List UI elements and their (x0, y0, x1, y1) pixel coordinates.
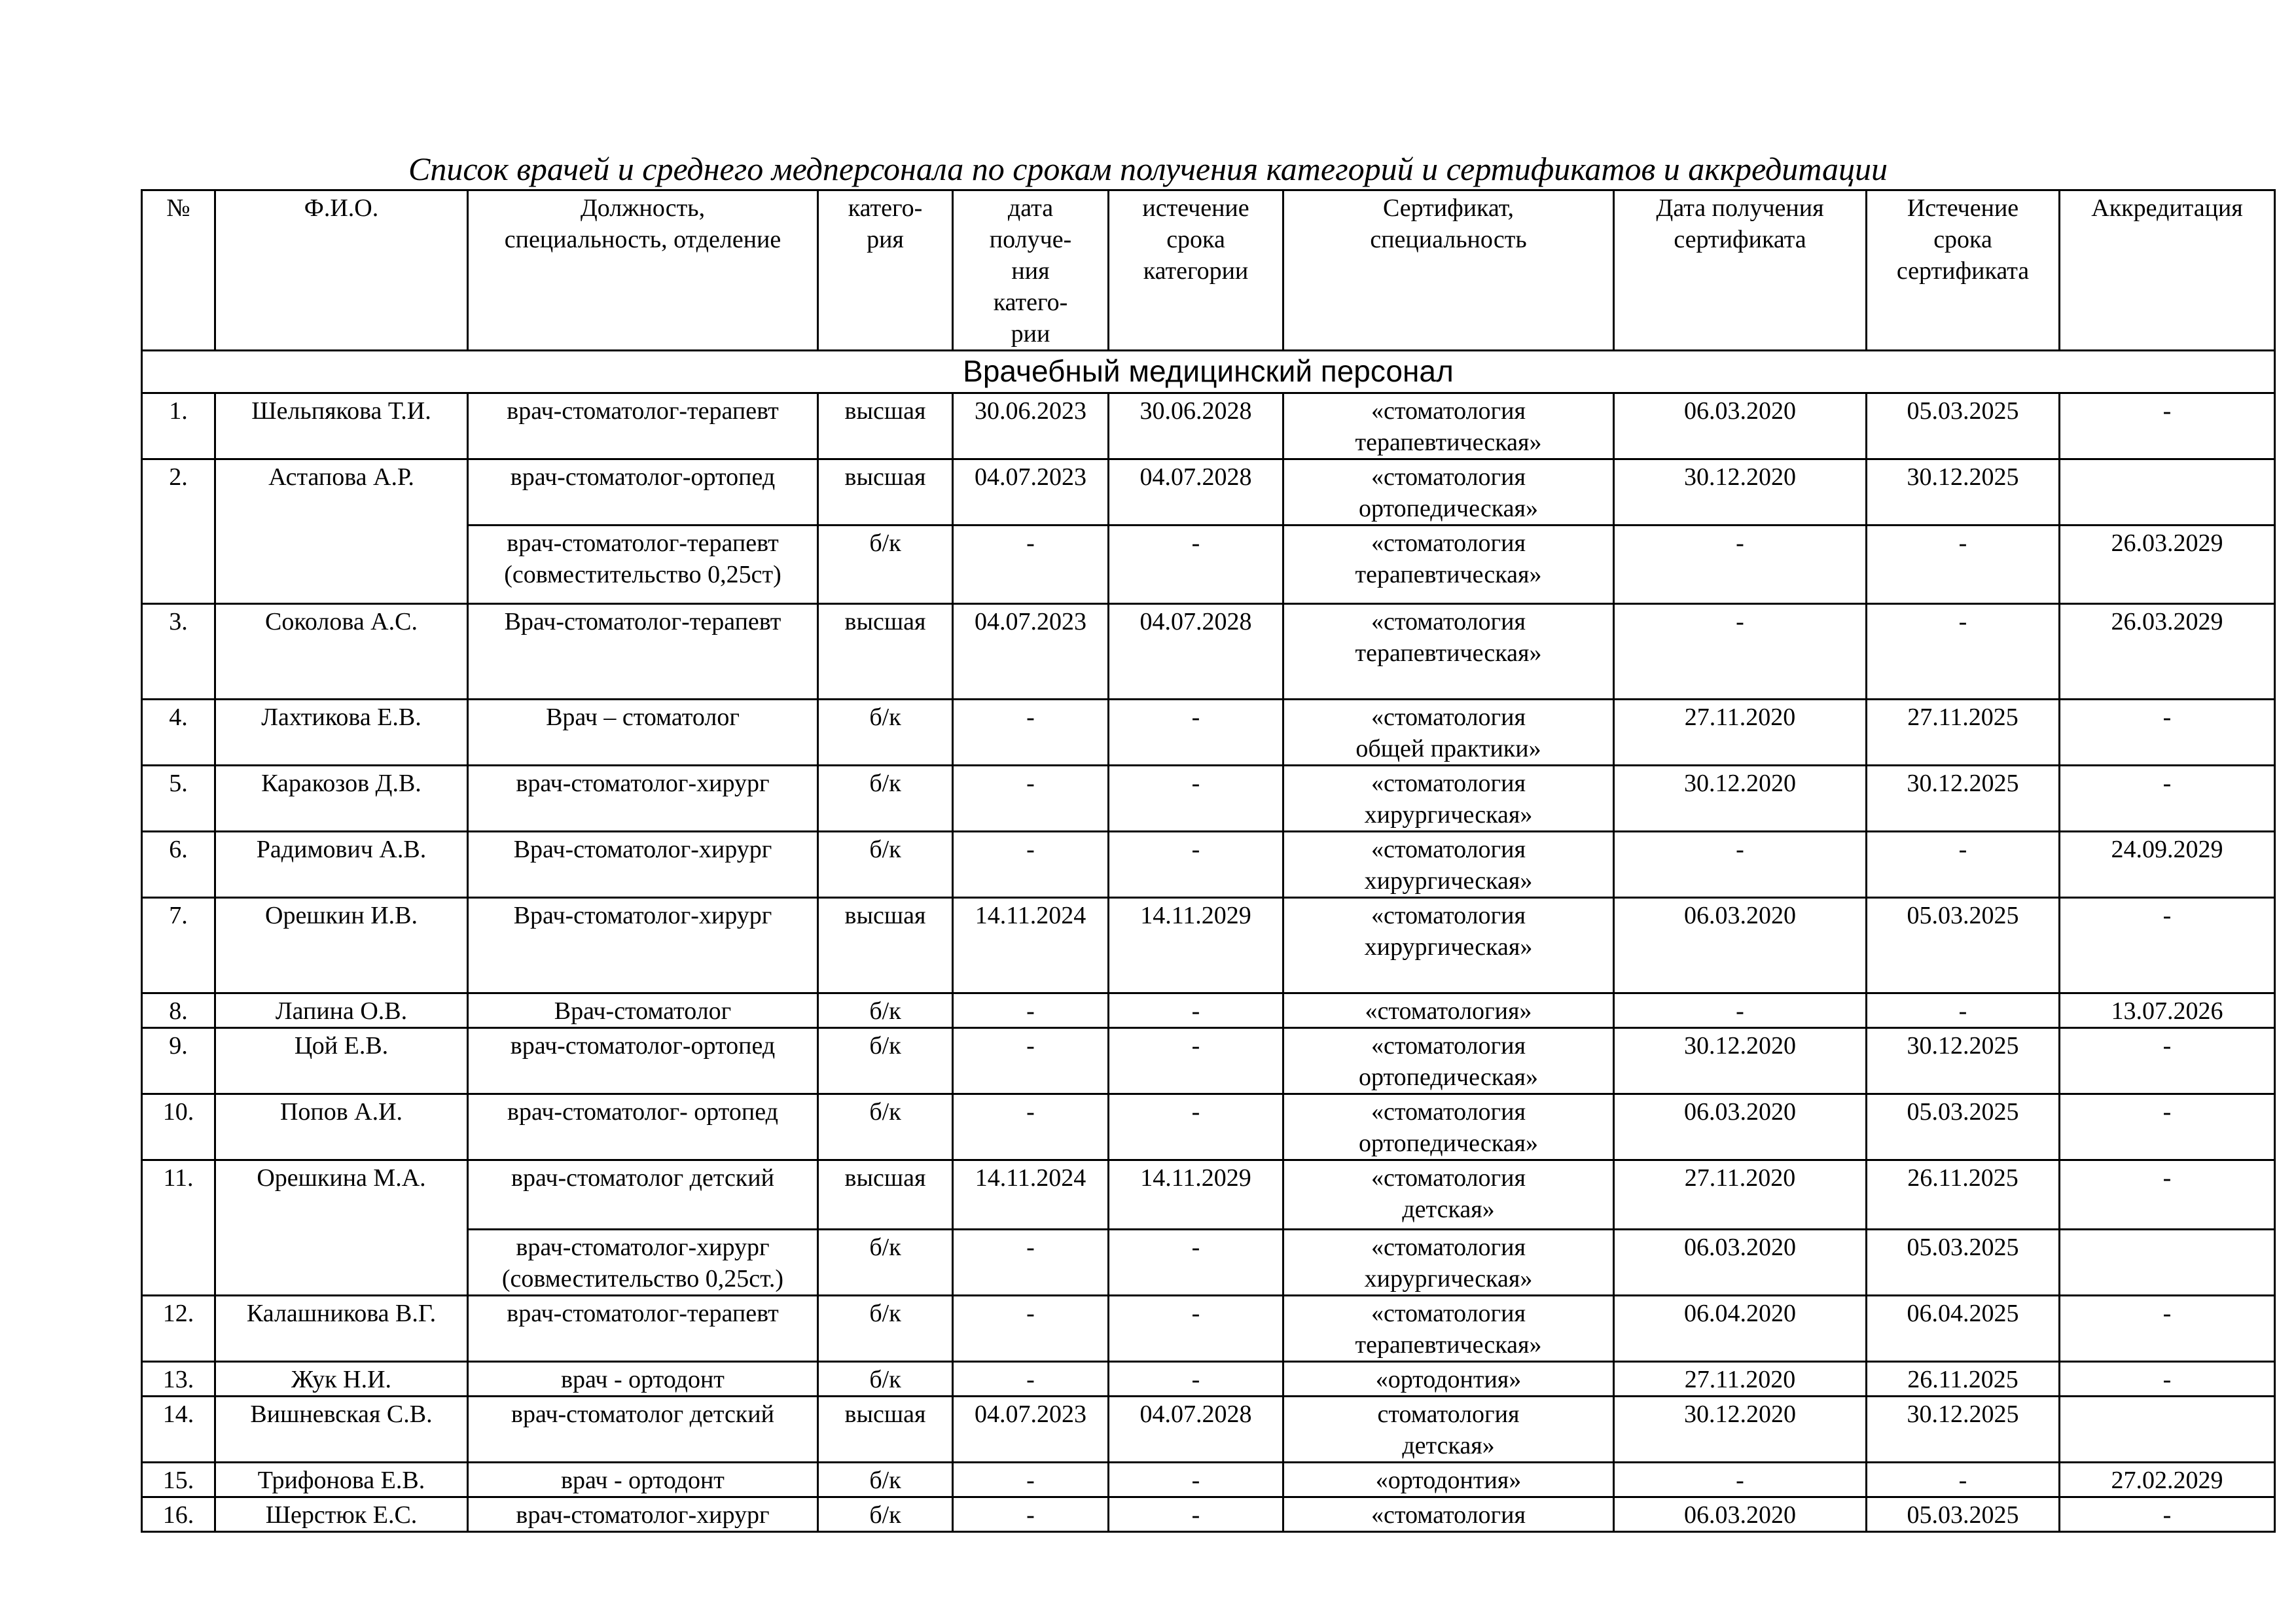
row-name: Астапова А.Р. (215, 459, 468, 604)
row-category: б/к (818, 1230, 953, 1296)
row-certificate-expiry: 05.03.2025 (1867, 1230, 2060, 1296)
row-number: 13. (142, 1362, 215, 1397)
row-certificate-date: 06.03.2020 (1614, 393, 1867, 459)
row-name: Лапина О.В. (215, 993, 468, 1028)
row-position: врач-стоматолог-ортопед (468, 1028, 818, 1094)
row-accreditation: - (2060, 898, 2275, 993)
row-number: 9. (142, 1028, 215, 1094)
table-row (142, 459, 2275, 526)
row-category: высшая (818, 1160, 953, 1230)
row-certificate-date: 06.04.2020 (1614, 1296, 1867, 1362)
row-certificate-date: 06.03.2020 (1614, 1230, 1867, 1296)
row-position: врач-стоматолог-терапевт (468, 1296, 818, 1362)
row-name: Жук Н.И. (215, 1362, 468, 1397)
row-certificate-expiry: 30.12.2025 (1867, 1397, 2060, 1463)
row-certificate-date: 06.03.2020 (1614, 1094, 1867, 1160)
row-number: 2. (142, 459, 215, 604)
row-certificate-date: 30.12.2020 (1614, 459, 1867, 526)
row-certificate-date: - (1614, 526, 1867, 604)
row-accreditation: 13.07.2026 (2060, 993, 2275, 1028)
table-row (142, 1028, 2275, 1094)
table-row (142, 898, 2275, 993)
row-name: Орешкин И.В. (215, 898, 468, 993)
row-category-expiry: - (1109, 526, 1283, 604)
row-certificate: «стоматология (1283, 1497, 1614, 1532)
row-accreditation: 27.02.2029 (2060, 1463, 2275, 1497)
row-accreditation: - (2060, 1028, 2275, 1094)
row-name: Соколова А.С. (215, 604, 468, 700)
row-category: б/к (818, 1463, 953, 1497)
row-number: 7. (142, 898, 215, 993)
row-certificate: «стоматология терапевтическая» (1283, 393, 1614, 459)
row-category: б/к (818, 1094, 953, 1160)
row-category-date: - (953, 1296, 1109, 1362)
row-number: 16. (142, 1497, 215, 1532)
row-certificate-date: 27.11.2020 (1614, 1362, 1867, 1397)
row-certificate: «стоматология терапевтическая» (1283, 1296, 1614, 1362)
table-row (142, 766, 2275, 832)
row-name: Шерстюк Е.С. (215, 1497, 468, 1532)
row-certificate: «стоматология хирургическая» (1283, 766, 1614, 832)
row-certificate: «стоматология хирургическая» (1283, 898, 1614, 993)
row-certificate-expiry: 05.03.2025 (1867, 393, 2060, 459)
row-certificate-expiry: 27.11.2025 (1867, 700, 2060, 766)
table-row (142, 700, 2275, 766)
row-certificate-expiry: - (1867, 1463, 2060, 1497)
row-accreditation (2060, 459, 2275, 526)
row-category-expiry: - (1109, 1362, 1283, 1397)
row-category-expiry: - (1109, 1497, 1283, 1532)
row-name: Каракозов Д.В. (215, 766, 468, 832)
row-category: б/к (818, 832, 953, 898)
column-header-category-expiry: истечение срока категории (1109, 190, 1283, 351)
table-row (142, 1463, 2275, 1497)
row-certificate-date: 06.03.2020 (1614, 1497, 1867, 1532)
column-header-certificate-expiry: Истечение срока сертификата (1867, 190, 2060, 351)
row-category: высшая (818, 1397, 953, 1463)
row-accreditation: - (2060, 1094, 2275, 1160)
row-position: Врач-стоматолог-хирург (468, 832, 818, 898)
row-number: 8. (142, 993, 215, 1028)
column-header-certificate: Сертификат, специальность (1283, 190, 1614, 351)
row-certificate: «ортодонтия» (1283, 1362, 1614, 1397)
column-header-category-date: дата получе- ния катего- рии (953, 190, 1109, 351)
row-position: врач-стоматолог детский (468, 1397, 818, 1463)
row-certificate-expiry: 30.12.2025 (1867, 459, 2060, 526)
header-row (142, 190, 2275, 351)
row-certificate-expiry: - (1867, 993, 2060, 1028)
table-row (142, 1397, 2275, 1463)
row-certificate: «ортодонтия» (1283, 1463, 1614, 1497)
row-category: б/к (818, 1497, 953, 1532)
staff-table (141, 189, 2276, 1533)
row-accreditation: - (2060, 700, 2275, 766)
row-number: 1. (142, 393, 215, 459)
row-certificate-expiry: 06.04.2025 (1867, 1296, 2060, 1362)
row-category-expiry: 04.07.2028 (1109, 459, 1283, 526)
row-category-expiry: - (1109, 832, 1283, 898)
row-certificate: «стоматология ортопедическая» (1283, 459, 1614, 526)
row-certificate-date: 30.12.2020 (1614, 1028, 1867, 1094)
row-category-date: - (953, 766, 1109, 832)
row-certificate-date: - (1614, 1463, 1867, 1497)
row-position: врач - ортодонт (468, 1362, 818, 1397)
row-name: Радимович А.В. (215, 832, 468, 898)
row-certificate: «стоматология детская» (1283, 1160, 1614, 1230)
row-category-expiry: 14.11.2029 (1109, 898, 1283, 993)
row-accreditation: - (2060, 1160, 2275, 1230)
row-number: 14. (142, 1397, 215, 1463)
row-category-expiry: - (1109, 1028, 1283, 1094)
row-certificate: «стоматология хирургическая» (1283, 832, 1614, 898)
row-certificate-date: 30.12.2020 (1614, 1397, 1867, 1463)
row-certificate: стоматология детская» (1283, 1397, 1614, 1463)
row-certificate-expiry: 05.03.2025 (1867, 1497, 2060, 1532)
row-certificate: «стоматология ортопедическая» (1283, 1094, 1614, 1160)
row-certificate-date: - (1614, 993, 1867, 1028)
row-category-expiry: - (1109, 700, 1283, 766)
row-position: врач-стоматолог-ортопед (468, 459, 818, 526)
row-category-date: - (953, 993, 1109, 1028)
table-row (142, 832, 2275, 898)
row-number: 11. (142, 1160, 215, 1296)
row-number: 4. (142, 700, 215, 766)
row-certificate-expiry: 30.12.2025 (1867, 1028, 2060, 1094)
row-name: Цой Е.В. (215, 1028, 468, 1094)
row-number: 12. (142, 1296, 215, 1362)
row-accreditation: 24.09.2029 (2060, 832, 2275, 898)
row-certificate-expiry: 26.11.2025 (1867, 1160, 2060, 1230)
row-number: 10. (142, 1094, 215, 1160)
row-category: б/к (818, 1362, 953, 1397)
page-title: Список врачей и среднего медперсонала по срокам получения категорий и сертификатов и аккредитации (408, 151, 1888, 187)
row-certificate-date: 06.03.2020 (1614, 898, 1867, 993)
row-category: б/к (818, 766, 953, 832)
row-name: Вишневская С.В. (215, 1397, 468, 1463)
row-certificate: «стоматология терапевтическая» (1283, 526, 1614, 604)
row-position: врач-стоматолог детский (468, 1160, 818, 1230)
row-category-date: - (953, 1028, 1109, 1094)
table-body (142, 351, 2275, 1532)
row-category-date: - (953, 1230, 1109, 1296)
row-accreditation: 26.03.2029 (2060, 526, 2275, 604)
table-row (142, 1497, 2275, 1532)
row-category-expiry: - (1109, 766, 1283, 832)
row-category-expiry: - (1109, 1230, 1283, 1296)
row-certificate-expiry: 05.03.2025 (1867, 1094, 2060, 1160)
row-accreditation (2060, 1230, 2275, 1296)
row-category-date: 04.07.2023 (953, 459, 1109, 526)
row-certificate-date: 27.11.2020 (1614, 700, 1867, 766)
row-name: Трифонова Е.В. (215, 1463, 468, 1497)
row-category-date: 04.07.2023 (953, 604, 1109, 700)
row-number: 15. (142, 1463, 215, 1497)
row-name: Лахтикова Е.В. (215, 700, 468, 766)
row-certificate-date: - (1614, 604, 1867, 700)
row-category: высшая (818, 393, 953, 459)
table-row (142, 1094, 2275, 1160)
row-name: Орешкина М.А. (215, 1160, 468, 1296)
row-position: Врач-стоматолог-терапевт (468, 604, 818, 700)
row-position: врач-стоматолог-терапевт (468, 393, 818, 459)
row-accreditation: - (2060, 766, 2275, 832)
row-position: врач - ортодонт (468, 1463, 818, 1497)
row-certificate-date: 27.11.2020 (1614, 1160, 1867, 1230)
row-category-expiry: - (1109, 1463, 1283, 1497)
row-name: Калашникова В.Г. (215, 1296, 468, 1362)
table-row (142, 993, 2275, 1028)
row-name: Попов А.И. (215, 1094, 468, 1160)
row-certificate-date: 30.12.2020 (1614, 766, 1867, 832)
row-certificate-expiry: 30.12.2025 (1867, 766, 2060, 832)
row-accreditation: - (2060, 393, 2275, 459)
column-header-category: катего- рия (818, 190, 953, 351)
row-certificate: «стоматология» (1283, 993, 1614, 1028)
row-category: высшая (818, 898, 953, 993)
row-category-date: - (953, 700, 1109, 766)
row-certificate-expiry: 05.03.2025 (1867, 898, 2060, 993)
row-category-date: 30.06.2023 (953, 393, 1109, 459)
row-category-date: - (953, 1463, 1109, 1497)
row-number: 3. (142, 604, 215, 700)
table-row (142, 1160, 2275, 1230)
row-position: врач-стоматолог-хирург (468, 1497, 818, 1532)
column-header-certificate-date: Дата получения сертификата (1614, 190, 1867, 351)
table-row (142, 1296, 2275, 1362)
column-header-accreditation: Аккредитация (2060, 190, 2275, 351)
row-category-expiry: 14.11.2029 (1109, 1160, 1283, 1230)
row-number: 6. (142, 832, 215, 898)
table-row (142, 604, 2275, 700)
row-position: врач-стоматолог- ортопед (468, 1094, 818, 1160)
row-category: высшая (818, 459, 953, 526)
row-certificate-expiry: - (1867, 526, 2060, 604)
row-category-date: 14.11.2024 (953, 898, 1109, 993)
row-category-date: 04.07.2023 (953, 1397, 1109, 1463)
row-category-expiry: 04.07.2028 (1109, 1397, 1283, 1463)
row-category: б/к (818, 526, 953, 604)
row-category: б/к (818, 700, 953, 766)
row-certificate-expiry: - (1867, 832, 2060, 898)
row-category-expiry: 04.07.2028 (1109, 604, 1283, 700)
row-position: Врач-стоматолог (468, 993, 818, 1028)
column-header-position: Должность, специальность, отделение (468, 190, 818, 351)
section-title: Врачебный медицинский персонал (142, 351, 2275, 393)
row-certificate-expiry: - (1867, 604, 2060, 700)
row-category-date: - (953, 1094, 1109, 1160)
row-category-expiry: - (1109, 1094, 1283, 1160)
row-accreditation: 26.03.2029 (2060, 604, 2275, 700)
table-row (142, 393, 2275, 459)
row-number: 5. (142, 766, 215, 832)
row-category-date: - (953, 1497, 1109, 1532)
row-category-expiry: - (1109, 993, 1283, 1028)
row-accreditation: - (2060, 1497, 2275, 1532)
row-position: врач-стоматолог-терапевт (совместительство 0,25ст) (468, 526, 818, 604)
row-position: Врач-стоматолог-хирург (468, 898, 818, 993)
row-name: Шельпякова Т.И. (215, 393, 468, 459)
row-category-date: - (953, 526, 1109, 604)
row-position: врач-стоматолог-хирург (совместительство 0,25ст.) (468, 1230, 818, 1296)
row-category-date: - (953, 832, 1109, 898)
row-accreditation: - (2060, 1296, 2275, 1362)
row-category: высшая (818, 604, 953, 700)
row-certificate-expiry: 26.11.2025 (1867, 1362, 2060, 1397)
row-accreditation: - (2060, 1362, 2275, 1397)
row-category-expiry: 30.06.2028 (1109, 393, 1283, 459)
row-category: б/к (818, 993, 953, 1028)
column-header-name: Ф.И.О. (215, 190, 468, 351)
row-category-expiry: - (1109, 1296, 1283, 1362)
row-category-date: 14.11.2024 (953, 1160, 1109, 1230)
row-certificate: «стоматология общей практики» (1283, 700, 1614, 766)
row-category: б/к (818, 1296, 953, 1362)
row-position: врач-стоматолог-хирург (468, 766, 818, 832)
row-certificate-date: - (1614, 832, 1867, 898)
row-accreditation (2060, 1397, 2275, 1463)
section-row (142, 351, 2275, 393)
column-header-number: № (142, 190, 215, 351)
table-row (142, 1362, 2275, 1397)
row-category-date: - (953, 1362, 1109, 1397)
row-certificate: «стоматология терапевтическая» (1283, 604, 1614, 700)
row-certificate: «стоматология хирургическая» (1283, 1230, 1614, 1296)
row-certificate: «стоматология ортопедическая» (1283, 1028, 1614, 1094)
row-category: б/к (818, 1028, 953, 1094)
row-position: Врач – стоматолог (468, 700, 818, 766)
